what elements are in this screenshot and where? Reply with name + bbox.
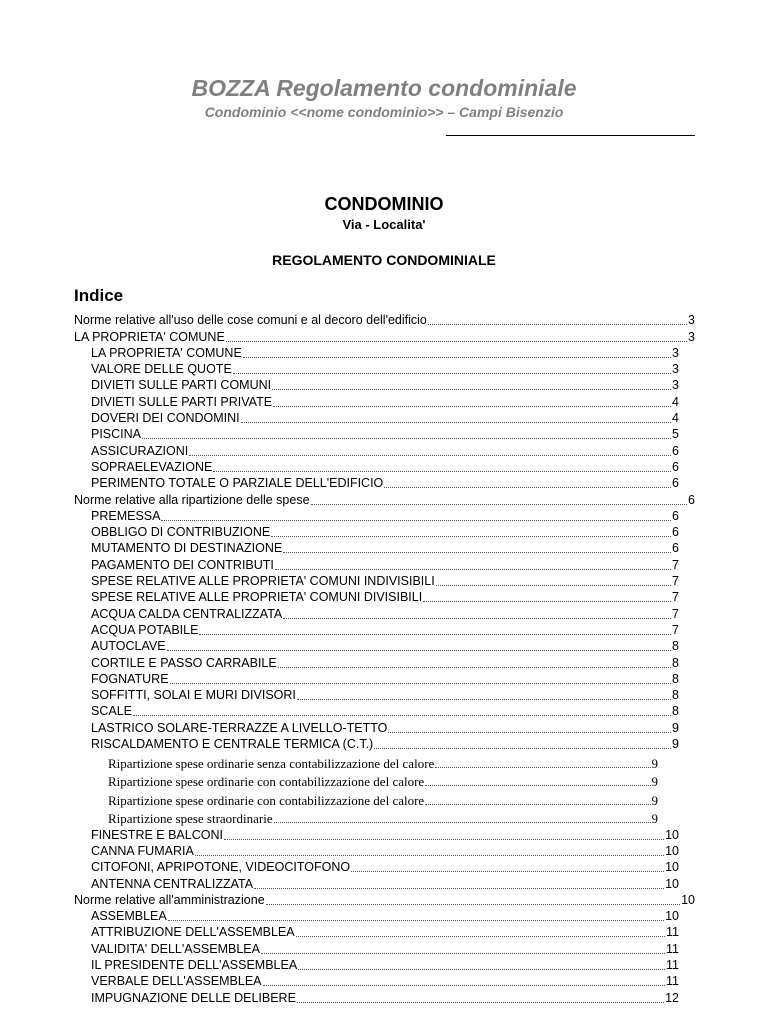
toc-entry[interactable]: [91, 540, 679, 556]
toc-entry-page: 11: [666, 941, 679, 956]
toc-leader-dots: [296, 935, 665, 937]
toc-entry-page: 6: [672, 541, 679, 556]
toc-entry-label: Norme relative alla ripartizione delle spese: [74, 492, 310, 507]
toc-entry-page: 11: [666, 925, 679, 940]
toc-entry-label: SOFFITTI, SOLAI E MURI DIVISORI: [91, 688, 296, 703]
toc-entry-label: RISCALDAMENTO E CENTRALE TERMICA (C.T.): [91, 737, 374, 752]
toc-entry[interactable]: [108, 808, 658, 827]
toc-entry-label: PAGAMENTO DEI CONTRIBUTI: [91, 557, 274, 572]
toc-entry-page: 6: [672, 508, 679, 523]
toc-entry-label: ATTRIBUZIONE DELL'ASSEMBLEA: [91, 925, 295, 940]
document-title: CONDOMINIO: [324, 194, 444, 214]
toc-entry-label: Norme relative all'amministrazione: [74, 892, 265, 907]
toc-leader-dots: [243, 356, 671, 358]
toc-entry-label: ANTENNA CENTRALIZZATA: [91, 876, 254, 891]
toc-entry-page: 9: [672, 737, 679, 752]
toc-entry-page: 3: [688, 313, 695, 328]
toc-leader-dots: [226, 340, 687, 342]
toc-entry[interactable]: [108, 771, 658, 790]
toc-entry-label: CITOFONI, APRIPOTONE, VIDEOCITOFONO: [91, 860, 351, 875]
toc-entry[interactable]: [91, 573, 679, 589]
toc-leader-dots: [224, 838, 664, 840]
toc-leader-dots: [199, 633, 671, 635]
document-subtitle: REGOLAMENTO CONDOMINIALE: [272, 252, 496, 268]
toc-entry[interactable]: [91, 940, 679, 956]
toc-leader-dots: [425, 803, 650, 805]
toc-entry[interactable]: [91, 638, 679, 654]
toc-entry-label: ASSICURAZIONI: [91, 443, 189, 458]
toc-entry-page: 9: [651, 792, 658, 808]
toc-entry-page: 7: [672, 590, 679, 605]
toc-leader-dots: [388, 731, 671, 733]
toc-entry[interactable]: [91, 973, 679, 989]
toc-entry-label: DIVIETI SULLE PARTI PRIVATE: [91, 394, 273, 409]
toc-entry-label: IMPUGNAZIONE DELLE DELIBERE: [91, 990, 296, 1005]
toc-leader-dots: [254, 887, 664, 889]
toc-leader-dots: [263, 984, 665, 986]
toc-entry-page: 10: [665, 843, 679, 858]
toc-entry-page: 9: [651, 774, 658, 790]
toc-leader-dots: [384, 486, 671, 488]
toc-leader-dots: [274, 821, 651, 823]
toc-entry-label: ACQUA POTABILE: [91, 622, 199, 637]
toc-entry[interactable]: [91, 843, 679, 859]
toc-leader-dots: [233, 372, 671, 374]
toc-entry-label: CORTILE E PASSO CARRABILE: [91, 655, 277, 670]
toc-entry[interactable]: [91, 410, 679, 426]
toc-entry[interactable]: [91, 622, 679, 638]
toc-entry-page: 6: [672, 443, 679, 458]
toc-entry[interactable]: [91, 605, 679, 621]
toc-entry-label: Ripartizione spese straordinarie: [108, 811, 273, 827]
toc-entry-page: 10: [665, 876, 679, 891]
toc-leader-dots: [142, 437, 671, 439]
toc-entry-label: IL PRESIDENTE DELL'ASSEMBLEA: [91, 958, 298, 973]
toc-entry-label: LA PROPRIETA' COMUNE: [91, 345, 242, 360]
toc-entry[interactable]: [91, 589, 679, 605]
toc-entry[interactable]: [91, 524, 679, 540]
toc-entry-page: 8: [672, 671, 679, 686]
toc-entry-page: 9: [672, 720, 679, 735]
toc-entry-page: 9: [651, 811, 658, 827]
table-of-contents: [0, 312, 768, 1006]
toc-entry-page: 8: [672, 688, 679, 703]
toc-entry-page: 10: [665, 827, 679, 842]
toc-entry-label: Ripartizione spese ordinarie senza contabilizzazione del calore: [108, 755, 435, 771]
toc-leader-dots: [271, 535, 671, 537]
toc-entry-page: 7: [672, 606, 679, 621]
toc-entry[interactable]: [91, 687, 679, 703]
toc-entry-page: 3: [672, 345, 679, 360]
toc-entry[interactable]: [74, 328, 695, 344]
toc-entry-label: SCALE: [91, 704, 132, 719]
toc-entry-page: 8: [672, 704, 679, 719]
toc-entry-label: ACQUA CALDA CENTRALIZZATA: [91, 606, 283, 621]
toc-leader-dots: [283, 551, 671, 553]
toc-entry[interactable]: [91, 508, 679, 524]
toc-entry-label: SPESE RELATIVE ALLE PROPRIETA' COMUNI INDIVISIBILI: [91, 574, 435, 589]
toc-leader-dots: [213, 470, 671, 472]
toc-entry-page: 10: [665, 909, 679, 924]
toc-entry[interactable]: [91, 736, 679, 752]
toc-leader-dots: [168, 919, 664, 921]
toc-entry-label: VERBALE DELL'ASSEMBLEA: [91, 974, 262, 989]
toc-entry-page: 6: [672, 459, 679, 474]
toc-entry[interactable]: [91, 703, 679, 719]
toc-entry[interactable]: [91, 393, 679, 409]
toc-entry-label: Ripartizione spese ordinarie con contabilizzazione del calore: [108, 774, 425, 790]
toc-entry-label: Ripartizione spese ordinarie con contabilizzazione del calore: [108, 792, 425, 808]
toc-leader-dots: [298, 968, 665, 970]
toc-entry-label: PISCINA: [91, 427, 142, 442]
toc-entry-page: 3: [688, 329, 695, 344]
header-rule: [446, 135, 695, 136]
toc-leader-dots: [189, 454, 671, 456]
toc-entry[interactable]: [74, 491, 695, 507]
toc-entry-page: 10: [681, 892, 695, 907]
toc-leader-dots: [428, 323, 687, 325]
toc-leader-dots: [423, 600, 671, 602]
toc-leader-dots: [351, 870, 664, 872]
toc-leader-dots: [195, 854, 664, 856]
toc-entry-page: 10: [665, 860, 679, 875]
toc-leader-dots: [311, 503, 688, 505]
toc-entry-label: ASSEMBLEA: [91, 909, 167, 924]
toc-entry[interactable]: [91, 671, 679, 687]
toc-entry-label: DIVIETI SULLE PARTI COMUNI: [91, 378, 272, 393]
toc-entry-label: VALORE DELLE QUOTE: [91, 362, 232, 377]
toc-entry[interactable]: [91, 957, 679, 973]
toc-entry[interactable]: [91, 719, 679, 735]
toc-entry[interactable]: [74, 892, 695, 908]
toc-entry-page: 8: [672, 655, 679, 670]
toc-leader-dots: [297, 698, 671, 700]
toc-leader-dots: [272, 388, 671, 390]
toc-entry-page: 6: [672, 525, 679, 540]
toc-entry[interactable]: [91, 345, 679, 361]
toc-entry-page: 11: [666, 958, 679, 973]
toc-entry[interactable]: [108, 752, 658, 771]
toc-entry-label: FINESTRE E BALCONI: [91, 827, 223, 842]
toc-entry-label: OBBLIGO DI CONTRIBUZIONE: [91, 525, 271, 540]
toc-leader-dots: [436, 584, 671, 586]
toc-leader-dots: [374, 747, 671, 749]
toc-entry-page: 3: [672, 378, 679, 393]
document-address: Via - Localita': [342, 217, 426, 232]
toc-leader-dots: [278, 666, 671, 668]
toc-leader-dots: [297, 1001, 664, 1003]
toc-leader-dots: [435, 766, 650, 768]
toc-leader-dots: [170, 682, 672, 684]
toc-entry-page: 4: [672, 394, 679, 409]
toc-entry-label: AUTOCLAVE: [91, 639, 166, 654]
toc-entry-page: 3: [672, 362, 679, 377]
toc-leader-dots: [266, 903, 680, 905]
toc-entry-label: Norme relative all'uso delle cose comuni e al decoro dell'edificio: [74, 313, 427, 328]
toc-entry[interactable]: [91, 908, 679, 924]
index-heading: Indice: [74, 286, 124, 305]
toc-entry[interactable]: [91, 475, 679, 491]
toc-entry[interactable]: [108, 789, 658, 808]
toc-entry[interactable]: [91, 556, 679, 572]
toc-leader-dots: [275, 568, 671, 570]
toc-entry-label: PERIMENTO TOTALE O PARZIALE DELL'EDIFICIO: [91, 476, 384, 491]
toc-entry[interactable]: [91, 426, 679, 442]
toc-entry-label: PREMESSA: [91, 508, 161, 523]
toc-leader-dots: [161, 519, 671, 521]
toc-entry-page: 5: [672, 427, 679, 442]
toc-leader-dots: [425, 784, 650, 786]
toc-entry-label: SOPRAELEVAZIONE: [91, 459, 213, 474]
toc-entry-label: LA PROPRIETA' COMUNE: [74, 329, 225, 344]
toc-entry-page: 4: [672, 411, 679, 426]
toc-entry[interactable]: [91, 989, 679, 1005]
toc-leader-dots: [273, 405, 671, 407]
toc-entry-page: 7: [672, 574, 679, 589]
toc-entry[interactable]: [91, 859, 679, 875]
toc-leader-dots: [167, 649, 671, 651]
toc-entry[interactable]: [91, 361, 679, 377]
toc-entry[interactable]: [91, 875, 679, 891]
toc-entry[interactable]: [91, 459, 679, 475]
toc-entry-label: CANNA FUMARIA: [91, 843, 194, 858]
toc-entry[interactable]: [91, 442, 679, 458]
toc-entry-page: 7: [672, 622, 679, 637]
toc-entry[interactable]: [74, 312, 695, 328]
toc-entry[interactable]: [91, 654, 679, 670]
toc-entry-label: VALIDITA' DELL'ASSEMBLEA: [91, 941, 260, 956]
toc-leader-dots: [241, 421, 671, 423]
toc-entry-page: 7: [672, 557, 679, 572]
toc-entry-label: LASTRICO SOLARE-TERRAZZE A LIVELLO-TETTO: [91, 720, 388, 735]
toc-entry-page: 12: [665, 990, 679, 1005]
toc-entry-label: SPESE RELATIVE ALLE PROPRIETA' COMUNI DIVISIBILI: [91, 590, 423, 605]
toc-entry-label: MUTAMENTO DI DESTINAZIONE: [91, 541, 283, 556]
toc-entry-label: FOGNATURE: [91, 671, 169, 686]
toc-leader-dots: [133, 714, 671, 716]
header-subtitle: Condominio <<nome condominio>> – Campi Bisenzio: [204, 104, 564, 120]
toc-entry-page: 6: [688, 492, 695, 507]
toc-entry-page: 9: [651, 755, 658, 771]
toc-leader-dots: [283, 617, 671, 619]
toc-leader-dots: [261, 952, 665, 954]
toc-entry-page: 6: [672, 476, 679, 491]
toc-entry-page: 11: [666, 974, 679, 989]
toc-entry[interactable]: [91, 826, 679, 842]
toc-entry[interactable]: [91, 924, 679, 940]
toc-entry[interactable]: [91, 377, 679, 393]
toc-entry-label: DOVERI DEI CONDOMINI: [91, 411, 240, 426]
header-title: BOZZA Regolamento condominiale: [191, 75, 577, 101]
toc-entry-page: 8: [672, 639, 679, 654]
